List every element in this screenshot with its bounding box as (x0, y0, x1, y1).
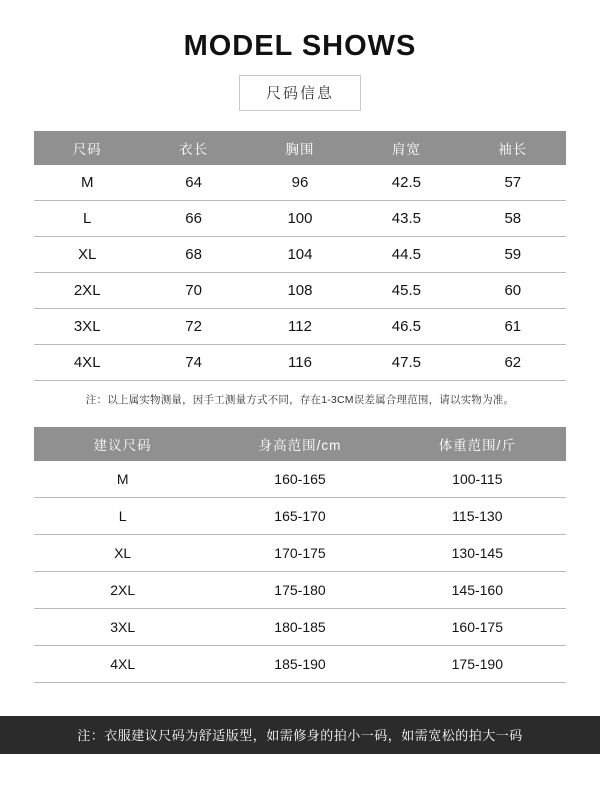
cell-sleeve: 59 (460, 237, 566, 273)
cell-weight: 115-130 (389, 498, 566, 535)
column-header-shoulder: 肩宽 (353, 131, 459, 165)
cell-size: M (34, 165, 140, 201)
cell-size: 2XL (34, 273, 140, 309)
column-header-sleeve: 袖长 (460, 131, 566, 165)
table-row (34, 498, 566, 535)
cell-weight: 175-190 (389, 646, 566, 683)
size-measurement-table (34, 131, 566, 381)
cell-size: 4XL (34, 646, 211, 683)
cell-length: 64 (140, 165, 246, 201)
column-header-height-range: 身高范围/cm (211, 427, 388, 461)
cell-weight: 100-115 (389, 461, 566, 498)
cell-bust: 104 (247, 237, 353, 273)
cell-length: 74 (140, 345, 246, 381)
cell-height: 160-165 (211, 461, 388, 498)
cell-weight: 130-145 (389, 535, 566, 572)
cell-length: 66 (140, 201, 246, 237)
cell-shoulder: 43.5 (353, 201, 459, 237)
cell-sleeve: 57 (460, 165, 566, 201)
cell-size: M (34, 461, 211, 498)
cell-shoulder: 42.5 (353, 165, 459, 201)
cell-size: 3XL (34, 309, 140, 345)
cell-sleeve: 61 (460, 309, 566, 345)
cell-length: 70 (140, 273, 246, 309)
cell-shoulder: 44.5 (353, 237, 459, 273)
cell-shoulder: 47.5 (353, 345, 459, 381)
table-row (34, 609, 566, 646)
cell-weight: 160-175 (389, 609, 566, 646)
cell-length: 68 (140, 237, 246, 273)
cell-size: 2XL (34, 572, 211, 609)
cell-bust: 116 (247, 345, 353, 381)
column-header-size: 尺码 (34, 131, 140, 165)
size-chart-page (0, 30, 600, 789)
table-row (34, 461, 566, 498)
table-row (34, 535, 566, 572)
cell-bust: 100 (247, 201, 353, 237)
cell-size: XL (34, 237, 140, 273)
cell-size: 3XL (34, 609, 211, 646)
cell-bust: 96 (247, 165, 353, 201)
cell-length: 72 (140, 309, 246, 345)
cell-height: 185-190 (211, 646, 388, 683)
cell-size: 4XL (34, 345, 140, 381)
cell-shoulder: 45.5 (353, 273, 459, 309)
table-header-row (34, 427, 566, 461)
table-row (34, 309, 566, 345)
cell-weight: 145-160 (389, 572, 566, 609)
subtitle-container (34, 75, 566, 111)
table-row (34, 345, 566, 381)
cell-bust: 112 (247, 309, 353, 345)
cell-height: 175-180 (211, 572, 388, 609)
table-row (34, 237, 566, 273)
table-header-row (34, 131, 566, 165)
column-header-bust: 胸围 (247, 131, 353, 165)
cell-sleeve: 60 (460, 273, 566, 309)
cell-size: L (34, 201, 140, 237)
cell-size: XL (34, 535, 211, 572)
column-header-weight-range: 体重范围/斤 (389, 427, 566, 461)
cell-size: L (34, 498, 211, 535)
cell-shoulder: 46.5 (353, 309, 459, 345)
cell-sleeve: 62 (460, 345, 566, 381)
subtitle-badge: 尺码信息 (239, 75, 361, 111)
table-row (34, 572, 566, 609)
cell-sleeve: 58 (460, 201, 566, 237)
column-header-length: 衣长 (140, 131, 246, 165)
table-row (34, 201, 566, 237)
column-header-recommended-size: 建议尺码 (34, 427, 211, 461)
page-title: MODEL SHOWS (183, 30, 417, 62)
cell-height: 170-175 (211, 535, 388, 572)
cell-bust: 108 (247, 273, 353, 309)
recommended-size-table (34, 427, 566, 683)
table-row (34, 273, 566, 309)
table-row (34, 165, 566, 201)
measurement-note: 注：以上属实物测量，因手工测量方式不同，存在1-3CM误差属合理范围，请以实物为准。 (85, 394, 515, 406)
table-row (34, 646, 566, 683)
fit-advice-banner: 注：衣服建议尺码为舒适版型，如需修身的拍小一码，如需宽松的拍大一码 (0, 716, 600, 754)
cell-height: 165-170 (211, 498, 388, 535)
cell-height: 180-185 (211, 609, 388, 646)
